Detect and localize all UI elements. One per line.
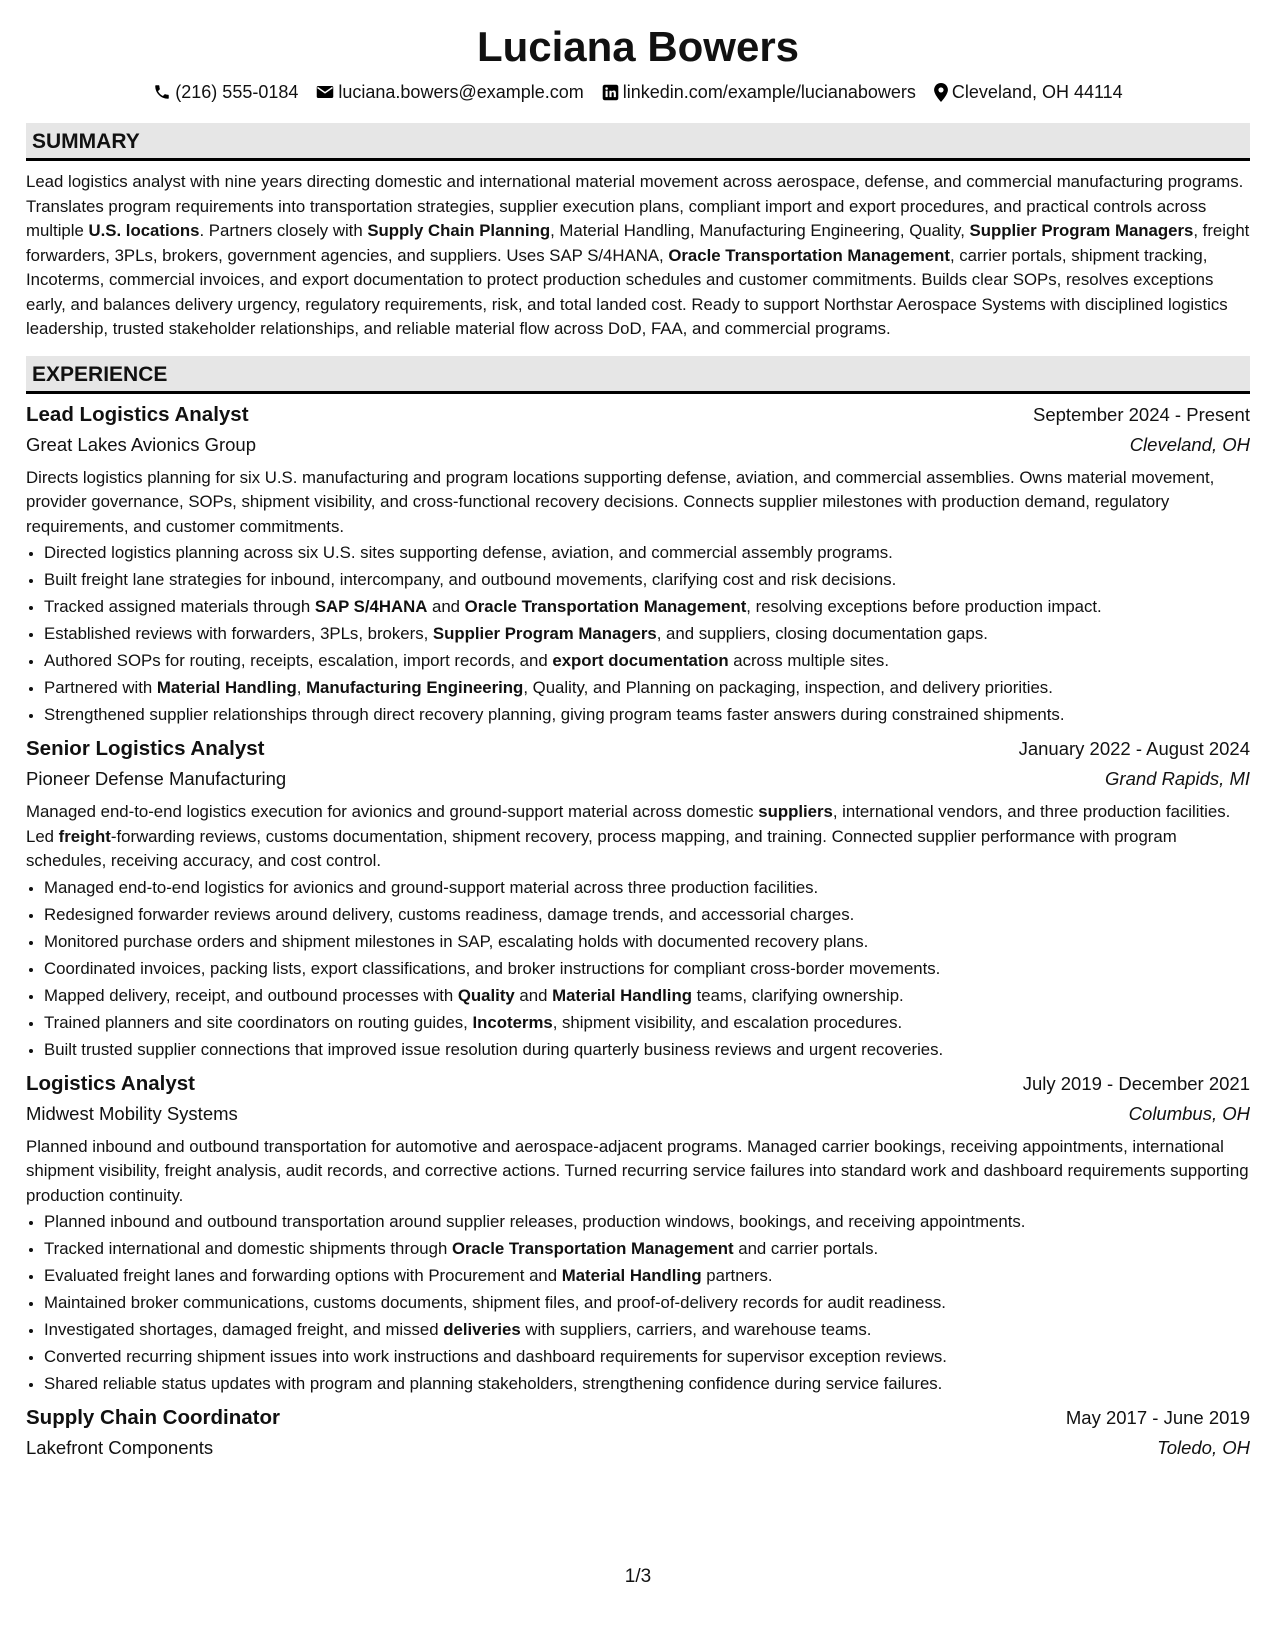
contact-bar: [26, 80, 1250, 104]
job-company: Great Lakes Avionics Group: [26, 433, 257, 455]
bullet-item: • Established reviews with forwarders, 3PLs, brokers, Supplier Program Managers, and suppliers, closing documentation gaps.: [44, 620, 1250, 647]
bullet-item: • Built freight lane strategies for inbound, intercompany, and outbound movements, clarifying cost and risk decisions.: [44, 566, 1250, 593]
job-title: Supply Chain Coordinator: [26, 1406, 280, 1429]
bullet-item: • Managed end-to-end logistics for avionics and ground-support material across three production facilities.: [44, 874, 1250, 901]
bullet-item: • Mapped delivery, receipt, and outbound processes with Quality and Material Handling teams, clarifying ownership.: [44, 982, 1250, 1009]
job-entry: [26, 1403, 1250, 1463]
linkedin-url: linkedin.com/example/lucianabowers: [622, 81, 916, 102]
candidate-name: Luciana Bowers: [476, 23, 800, 70]
job-dates: July 2019 - December 2021: [1022, 1072, 1250, 1094]
job-bullets: [26, 874, 1250, 1063]
job-entry: [26, 400, 1250, 729]
job-company: Lakefront Components: [26, 1437, 214, 1458]
summary-heading: SUMMARY: [26, 123, 1250, 161]
bullet-item: • Converted recurring shipment issues into work instructions and dashboard requirements for supervisor exception reviews.: [44, 1343, 1250, 1370]
experience-list: [26, 400, 1250, 1464]
job-dates: May 2017 - June 2019: [1065, 1407, 1250, 1428]
job-company: Midwest Mobility Systems: [26, 1102, 238, 1124]
job-location: Cleveland, OH: [1129, 433, 1250, 455]
job-location: Grand Rapids, MI: [1105, 768, 1250, 789]
resume-page: [26, 0, 1250, 1650]
bullet-item: • Tracked international and domestic shipments through Oracle Transportation Management and carrier portals.: [44, 1235, 1250, 1262]
job-entry: [26, 1069, 1250, 1398]
contact-location: [934, 82, 1123, 103]
bullet-item: • Strengthened supplier relationships through direct recovery planning, giving program teams faster answers during constrained shipments.: [44, 701, 1250, 728]
bullet-item: • Evaluated freight lanes and forwarding options with Procurement and Material Handling partners.: [44, 1262, 1250, 1289]
bullet-item: • Directed logistics planning across six U.S. sites supporting defense, aviation, and commercial assembly programs.: [44, 539, 1250, 566]
contact-email[interactable]: [316, 82, 583, 103]
bullet-item: • Authored SOPs for routing, receipts, escalation, import records, and export documentation across multiple sites.: [44, 647, 1250, 674]
job-location: Columbus, OH: [1128, 1102, 1250, 1124]
bullet-item: • Shared reliable status updates with program and planning stakeholders, strengthening confidence during service failures.: [44, 1370, 1250, 1397]
contact-phone: [153, 82, 298, 103]
bullet-item: • Investigated shortages, damaged freight, and missed deliveries with suppliers, carriers, and warehouse teams.: [44, 1316, 1250, 1343]
envelope-icon: [316, 84, 334, 100]
job-dates: September 2024 - Present: [1033, 403, 1250, 425]
bullet-item: • Maintained broker communications, customs documents, shipment files, and proof-of-delivery records for audit readiness.: [44, 1289, 1250, 1316]
bullet-item: • Trained planners and site coordinators on routing guides, Incoterms, shipment visibility, and escalation procedures.: [44, 1009, 1250, 1036]
bullet-item: • Built trusted supplier connections that improved issue resolution during quarterly business reviews and urgent recoveries.: [44, 1036, 1250, 1063]
job-location: Toledo, OH: [1157, 1437, 1250, 1458]
bullet-item: • Planned inbound and outbound transportation around supplier releases, production windows, bookings, and receiving appointments.: [44, 1208, 1250, 1235]
map-pin-icon: [934, 83, 948, 102]
job-summary: Directs logistics planning for six U.S. manufacturing and program locations supporting defense, aviation, and commercial assemblies. Owns material movement, provider governance, SOPs, shipment visibility, and cross-functional recovery decisions. Connects supplier milestones with production demand, regulatory requirements, and customer commitments.: [26, 467, 1215, 536]
job-company: Pioneer Defense Manufacturing: [26, 768, 287, 789]
contact-linkedin[interactable]: [602, 82, 916, 103]
summary-text: Lead logistics analyst with nine years directing domestic and international material movement across aerospace, defense, and commercial manufacturing programs. Translates program requirements into transportation strategies, supplier execution plans, compliant import and export procedures, and practical controls across multiple U.S. locations. Partners closely with Supply Chain Planning, Material Handling, Manufacturing Engineering, Quality, Supplier Program Managers, freight forwarders, 3PLs, brokers, government agencies, and suppliers. Uses SAP S/4HANA, Oracle Transportation Management, carrier portals, shipment tracking, Incoterms, commercial invoices, and export documentation to protect production schedules and customer commitments. Builds clear SOPs, resolves exceptions early, and balances delivery urgency, regulatory requirements, risk, and total landed cost. Ready to support Northstar Aerospace Systems with disciplined logistics leadership, trusted stakeholder relationships, and reliable material flow across DoD, FAA, and commercial programs.: [26, 172, 1250, 338]
bullet-item: • Redesigned forwarder reviews around delivery, customs readiness, damage trends, and accessorial charges.: [44, 901, 1250, 928]
experience-heading: EXPERIENCE: [26, 356, 1250, 394]
bullet-item: • Monitored purchase orders and shipment milestones in SAP, escalating holds with documented recovery plans.: [44, 928, 1250, 955]
job-title: Logistics Analyst: [26, 1071, 195, 1095]
job-title: Senior Logistics Analyst: [26, 737, 265, 760]
bullet-item: • Partnered with Material Handling, Manufacturing Engineering, Quality, and Planning on packaging, inspection, and delivery priorities.: [44, 674, 1250, 701]
job-title: Lead Logistics Analyst: [26, 402, 249, 426]
bullet-item: • Coordinated invoices, packing lists, export classifications, and broker instructions for compliant cross-border movements.: [44, 955, 1250, 982]
job-bullets: [26, 1208, 1250, 1397]
job-dates: January 2022 - August 2024: [1018, 738, 1250, 759]
job-bullets: [26, 539, 1250, 728]
job-summary: Managed end-to-end logistics execution for avionics and ground-support material across domestic suppliers, international vendors, and three production facilities. Led freight-forwarding reviews, customs documentation, shipment recovery, process mapping, and training. Connected supplier performance with program schedules, receiving accuracy, and cost control.: [26, 802, 1231, 870]
phone-number: (216) 555-0184: [175, 81, 299, 102]
bullet-item: • Tracked assigned materials through SAP S/4HANA and Oracle Transportation Management, resolving exceptions before production impact.: [44, 593, 1250, 620]
page-number: 1/3: [624, 1566, 652, 1587]
phone-icon: [153, 83, 171, 101]
job-summary: Planned inbound and outbound transportation for automotive and aerospace-adjacent programs. Managed carrier bookings, receiving appointments, international shipment visibility, freight analysis, audit records, and corrective actions. Turned recurring service failures into standard work and dashboard requirements supporting production continuity.: [26, 1136, 1249, 1205]
location-text: Cleveland, OH 44114: [951, 81, 1123, 102]
job-entry: [26, 734, 1250, 1063]
email-address: luciana.bowers@example.com: [338, 81, 584, 102]
linkedin-icon: [602, 84, 619, 101]
